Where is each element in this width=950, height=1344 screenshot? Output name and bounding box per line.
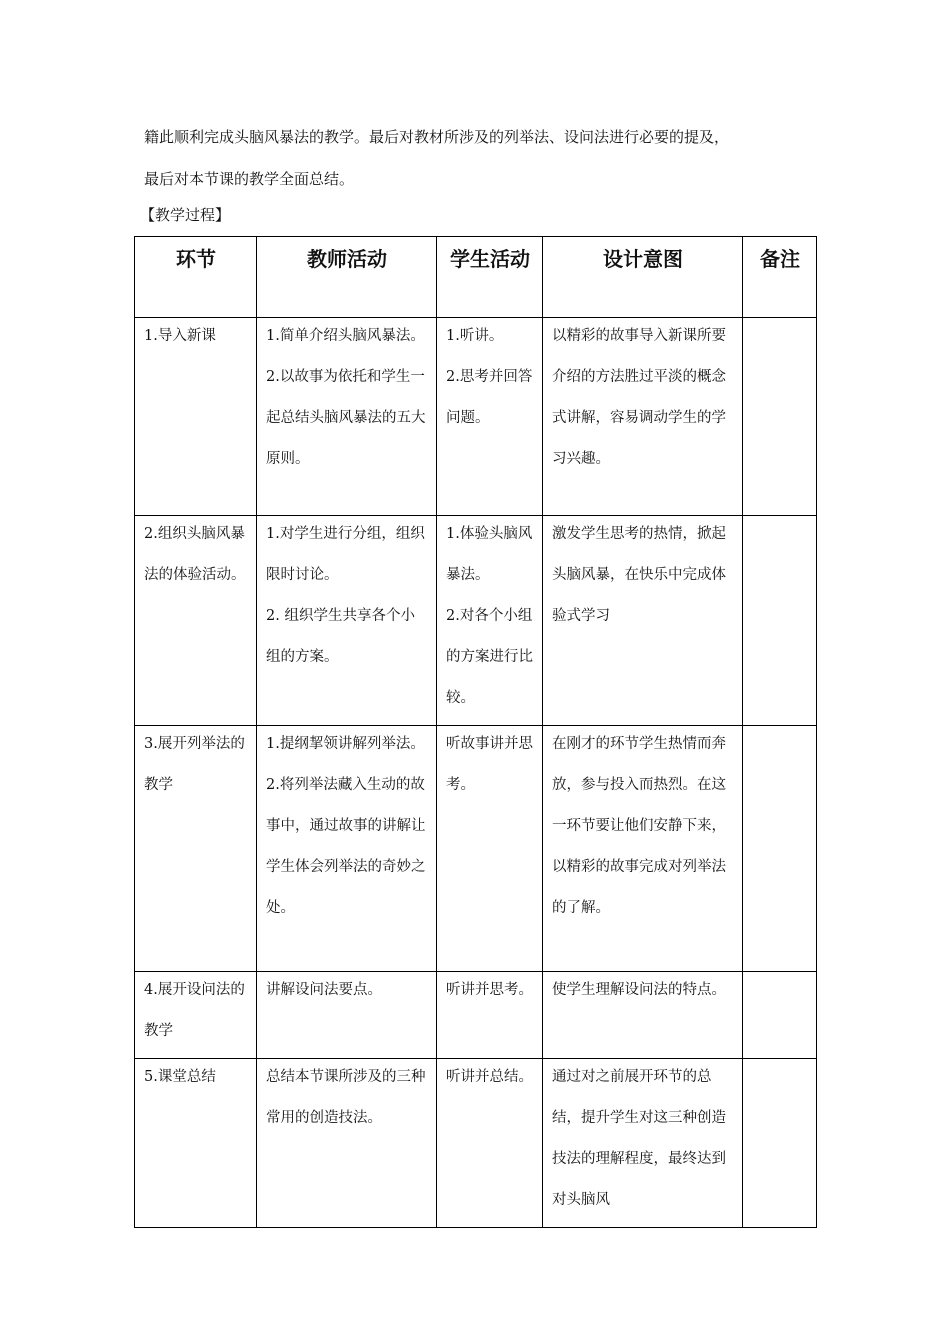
teacher-item: 1.对学生进行分组，组织限时讨论。 (266, 526, 425, 583)
student-cell (437, 726, 543, 972)
student-item: 听讲并总结。 (446, 1069, 533, 1085)
header-teacher-activity: 教师活动 (257, 237, 437, 318)
student-cell (437, 318, 543, 516)
note-cell (743, 726, 817, 972)
teaching-process-table (134, 236, 817, 1228)
note-cell (743, 318, 817, 516)
table-header-row (135, 237, 817, 318)
student-item: 1.听讲。 (446, 328, 504, 344)
student-item: 2.对各个小组的方案进行比较。 (446, 608, 533, 706)
note-cell (743, 516, 817, 726)
stage-cell: 3.展开列举法的教学 (135, 726, 257, 972)
note-cell (743, 1059, 817, 1228)
table-row (135, 972, 817, 1059)
teacher-item: 2. 组织学生共享各个小组的方案。 (266, 608, 415, 665)
stage-cell: 4.展开设问法的教学 (135, 972, 257, 1059)
stage-cell: 5.课堂总结 (135, 1059, 257, 1228)
intent-cell: 通过对之前展开环节的总结，提升学生对这三种创造技法的理解程度，最终达到对头脑风 (543, 1059, 743, 1228)
teacher-item: 讲解设问法要点。 (266, 982, 382, 998)
header-student-activity: 学生活动 (437, 237, 543, 318)
header-design-intent: 设计意图 (543, 237, 743, 318)
teacher-cell (257, 318, 437, 516)
student-item: 听讲并思考。 (446, 982, 533, 998)
intent-cell: 激发学生思考的热情，掀起头脑风暴，在快乐中完成体验式学习 (543, 516, 743, 726)
table-row (135, 318, 817, 516)
teacher-item: 1.简单介绍头脑风暴法。 (266, 328, 425, 344)
header-note: 备注 (743, 237, 817, 318)
student-cell (437, 1059, 543, 1228)
teacher-cell (257, 1059, 437, 1228)
student-item: 1.体验头脑风暴法。 (446, 526, 533, 583)
table-row (135, 726, 817, 972)
teacher-item: 总结本节课所涉及的三种常用的创造技法。 (266, 1069, 426, 1126)
teacher-item: 1.提纲挈领讲解列举法。 (266, 736, 425, 752)
header-stage: 环节 (135, 237, 257, 318)
intent-cell: 使学生理解设问法的特点。 (543, 972, 743, 1059)
intent-cell: 以精彩的故事导入新课所要介绍的方法胜过平淡的概念式讲解，容易调动学生的学习兴趣。 (543, 318, 743, 516)
teacher-item: 2.将列举法藏入生动的故事中，通过故事的讲解让学生体会列举法的奇妙之处。 (266, 777, 426, 916)
student-cell (437, 972, 543, 1059)
student-cell (437, 516, 543, 726)
teacher-cell (257, 726, 437, 972)
stage-cell: 1.导入新课 (135, 318, 257, 516)
section-title: 【教学过程】 (140, 206, 231, 224)
stage-cell: 2.组织头脑风暴法的体验活动。 (135, 516, 257, 726)
intro-line-1: 籍此顺利完成头脑风暴法的教学。最后对教材所涉及的列举法、设问法进行必要的提及， (144, 128, 730, 146)
table-row (135, 516, 817, 726)
intent-cell: 在刚才的环节学生热情而奔放，参与投入而热烈。在这一环节要让他们安静下来，以精彩的故事完成对列举法的了解。 (543, 726, 743, 972)
student-item: 听故事讲并思考。 (446, 736, 533, 793)
teacher-cell (257, 516, 437, 726)
note-cell (743, 972, 817, 1059)
student-item: 2.思考并回答问题。 (446, 369, 533, 426)
teacher-cell (257, 972, 437, 1059)
table-row (135, 1059, 817, 1228)
teacher-item: 2.以故事为依托和学生一起总结头脑风暴法的五大原则。 (266, 369, 426, 467)
intro-line-2: 最后对本节课的教学全面总结。 (144, 170, 355, 188)
